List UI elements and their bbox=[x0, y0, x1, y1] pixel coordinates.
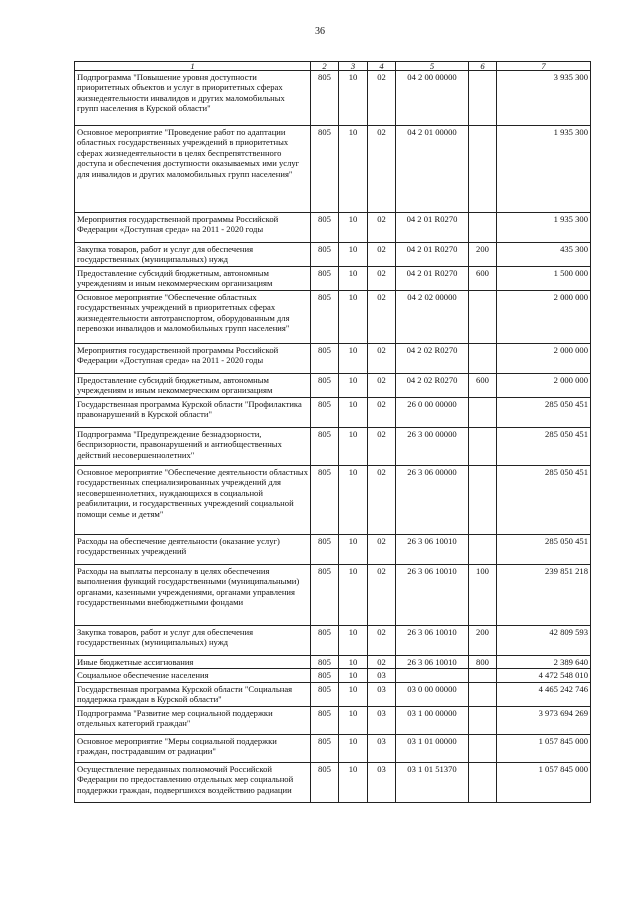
column-header-5: 5 bbox=[396, 62, 469, 71]
cell-name: Подпрограмма "Повышение уровня доступности приоритетных объектов и услуг в приоритетных сферах жизнедеятельности инвалидов и других маломобильных групп населения в Курской области" bbox=[75, 71, 311, 126]
cell-subsection: 03 bbox=[368, 734, 396, 762]
cell-amount: 285 050 451 bbox=[497, 397, 591, 427]
table-row bbox=[75, 71, 591, 126]
cell-ministry-code: 805 bbox=[311, 564, 339, 625]
cell-target-item: 26 3 06 00000 bbox=[396, 465, 469, 534]
cell-subsection: 03 bbox=[368, 669, 396, 682]
cell-amount: 285 050 451 bbox=[497, 465, 591, 534]
column-header-6: 6 bbox=[469, 62, 497, 71]
cell-section: 10 bbox=[339, 655, 368, 668]
cell-name: Государственная программа Курской области "Профилактика правонарушений в Курской области" bbox=[75, 397, 311, 427]
cell-name: Основное мероприятие "Обеспечение областных государственных учреждений в приоритетных сферах жизнедеятельности автотранспортом, оборудованным для перевозки инвалидов и маломобильных групп населения" bbox=[75, 290, 311, 343]
cell-section: 10 bbox=[339, 762, 368, 802]
table-row bbox=[75, 266, 591, 290]
column-header-4: 4 bbox=[368, 62, 396, 71]
table-row bbox=[75, 427, 591, 465]
cell-subsection: 02 bbox=[368, 290, 396, 343]
cell-ministry-code: 805 bbox=[311, 71, 339, 126]
cell-subsection: 02 bbox=[368, 655, 396, 668]
cell-target-item: 26 3 06 10010 bbox=[396, 625, 469, 655]
cell-amount: 2 000 000 bbox=[497, 373, 591, 397]
cell-target-item: 03 1 00 00000 bbox=[396, 706, 469, 734]
cell-ministry-code: 805 bbox=[311, 762, 339, 802]
table-row bbox=[75, 706, 591, 734]
cell-name: Предоставление субсидий бюджетным, автономным учреждениям и иным некоммерческим организациям bbox=[75, 266, 311, 290]
column-header-3: 3 bbox=[339, 62, 368, 71]
cell-amount: 285 050 451 bbox=[497, 534, 591, 564]
cell-target-item: 03 1 01 51370 bbox=[396, 762, 469, 802]
cell-expense-type bbox=[469, 465, 497, 534]
cell-section: 10 bbox=[339, 373, 368, 397]
cell-subsection: 02 bbox=[368, 266, 396, 290]
cell-target-item: 26 3 06 10010 bbox=[396, 534, 469, 564]
cell-amount: 3 935 300 bbox=[497, 71, 591, 126]
cell-expense-type bbox=[469, 706, 497, 734]
cell-target-item: 04 2 02 00000 bbox=[396, 290, 469, 343]
cell-name: Подпрограмма "Развитие мер социальной поддержки отдельных категорий граждан" bbox=[75, 706, 311, 734]
cell-section: 10 bbox=[339, 706, 368, 734]
cell-name: Закупка товаров, работ и услуг для обеспечения государственных (муниципальных) нужд bbox=[75, 243, 311, 267]
cell-amount: 1 057 845 000 bbox=[497, 762, 591, 802]
table-row bbox=[75, 762, 591, 802]
cell-target-item: 26 3 06 10010 bbox=[396, 564, 469, 625]
cell-subsection: 02 bbox=[368, 465, 396, 534]
table-row bbox=[75, 373, 591, 397]
table-row bbox=[75, 669, 591, 682]
cell-ministry-code: 805 bbox=[311, 373, 339, 397]
cell-amount: 2 000 000 bbox=[497, 290, 591, 343]
cell-subsection: 03 bbox=[368, 706, 396, 734]
cell-target-item: 04 2 01 R0270 bbox=[396, 243, 469, 267]
cell-subsection: 02 bbox=[368, 71, 396, 126]
cell-expense-type bbox=[469, 343, 497, 373]
cell-section: 10 bbox=[339, 126, 368, 213]
cell-ministry-code: 805 bbox=[311, 243, 339, 267]
cell-subsection: 02 bbox=[368, 534, 396, 564]
cell-amount: 2 000 000 bbox=[497, 343, 591, 373]
cell-section: 10 bbox=[339, 734, 368, 762]
column-header-1: 1 bbox=[75, 62, 311, 71]
cell-subsection: 02 bbox=[368, 126, 396, 213]
cell-section: 10 bbox=[339, 71, 368, 126]
cell-expense-type bbox=[469, 397, 497, 427]
cell-amount: 42 809 593 bbox=[497, 625, 591, 655]
table-row bbox=[75, 465, 591, 534]
cell-name: Подпрограмма "Предупреждение безнадзорности, беспризорности, правонарушений и антиобщественных действий несовершеннолетних" bbox=[75, 427, 311, 465]
cell-expense-type bbox=[469, 534, 497, 564]
cell-section: 10 bbox=[339, 243, 368, 267]
cell-target-item bbox=[396, 669, 469, 682]
cell-target-item: 03 1 01 00000 bbox=[396, 734, 469, 762]
cell-name: Осуществление переданных полномочий Российской Федерации по предоставлению отдельных мер социальной поддержки граждан, подвергшихся воздействию радиации bbox=[75, 762, 311, 802]
column-header-2: 2 bbox=[311, 62, 339, 71]
cell-amount: 285 050 451 bbox=[497, 427, 591, 465]
cell-amount: 4 465 242 746 bbox=[497, 682, 591, 706]
cell-section: 10 bbox=[339, 564, 368, 625]
cell-expense-type bbox=[469, 682, 497, 706]
cell-expense-type bbox=[469, 71, 497, 126]
table-header-row bbox=[75, 62, 591, 71]
cell-subsection: 03 bbox=[368, 762, 396, 802]
cell-target-item: 04 2 02 R0270 bbox=[396, 343, 469, 373]
cell-expense-type bbox=[469, 213, 497, 243]
cell-amount: 1 500 000 bbox=[497, 266, 591, 290]
cell-expense-type bbox=[469, 669, 497, 682]
cell-subsection: 03 bbox=[368, 682, 396, 706]
cell-section: 10 bbox=[339, 427, 368, 465]
table-body bbox=[75, 71, 591, 803]
cell-ministry-code: 805 bbox=[311, 126, 339, 213]
cell-subsection: 02 bbox=[368, 397, 396, 427]
table-row bbox=[75, 534, 591, 564]
cell-ministry-code: 805 bbox=[311, 465, 339, 534]
cell-target-item: 04 2 02 R0270 bbox=[396, 373, 469, 397]
cell-expense-type bbox=[469, 427, 497, 465]
cell-ministry-code: 805 bbox=[311, 734, 339, 762]
cell-name: Предоставление субсидий бюджетным, автономным учреждениям и иным некоммерческим организациям bbox=[75, 373, 311, 397]
cell-ministry-code: 805 bbox=[311, 655, 339, 668]
cell-target-item: 04 2 01 R0270 bbox=[396, 213, 469, 243]
cell-name: Мероприятия государственной программы Российской Федерации «Доступная среда» на 2011 - 2020 годы bbox=[75, 213, 311, 243]
cell-subsection: 02 bbox=[368, 564, 396, 625]
cell-expense-type bbox=[469, 762, 497, 802]
cell-target-item: 26 0 00 00000 bbox=[396, 397, 469, 427]
page-number: 36 bbox=[315, 26, 325, 37]
cell-name: Расходы на выплаты персоналу в целях обеспечения выполнения функций государственными (муниципальными) органами, казенными учреждениями, органами управления государственными внебюджетными фондами bbox=[75, 564, 311, 625]
cell-amount: 2 389 640 bbox=[497, 655, 591, 668]
cell-section: 10 bbox=[339, 266, 368, 290]
table-row bbox=[75, 243, 591, 267]
cell-target-item: 04 2 00 00000 bbox=[396, 71, 469, 126]
cell-expense-type: 100 bbox=[469, 564, 497, 625]
cell-section: 10 bbox=[339, 534, 368, 564]
table-row bbox=[75, 213, 591, 243]
cell-section: 10 bbox=[339, 397, 368, 427]
cell-target-item: 03 0 00 00000 bbox=[396, 682, 469, 706]
cell-expense-type bbox=[469, 126, 497, 213]
cell-name: Основное мероприятие "Проведение работ по адаптации областных государственных учреждений в приоритетных сферах жизнедеятельности в целях беспрепятственного доступа и обеспечения доступности оказываемых ими услуг для инвалидов и других маломобильных групп населения" bbox=[75, 126, 311, 213]
cell-amount: 1 057 845 000 bbox=[497, 734, 591, 762]
table-row bbox=[75, 126, 591, 213]
cell-section: 10 bbox=[339, 465, 368, 534]
cell-name: Основное мероприятие "Обеспечение деятельности областных государственных специализированных учреждений для несовершеннолетних, нуждающихся в социальной реабилитации, и государственных учреждений социальной помощи семье и детям" bbox=[75, 465, 311, 534]
cell-ministry-code: 805 bbox=[311, 213, 339, 243]
table-row bbox=[75, 397, 591, 427]
cell-expense-type: 200 bbox=[469, 625, 497, 655]
cell-ministry-code: 805 bbox=[311, 343, 339, 373]
cell-expense-type: 600 bbox=[469, 266, 497, 290]
cell-name: Расходы на обеспечение деятельности (оказание услуг) государственных учреждений bbox=[75, 534, 311, 564]
budget-table bbox=[74, 61, 591, 803]
cell-section: 10 bbox=[339, 625, 368, 655]
cell-expense-type: 200 bbox=[469, 243, 497, 267]
cell-subsection: 02 bbox=[368, 373, 396, 397]
cell-ministry-code: 805 bbox=[311, 427, 339, 465]
cell-ministry-code: 805 bbox=[311, 290, 339, 343]
cell-section: 10 bbox=[339, 213, 368, 243]
cell-ministry-code: 805 bbox=[311, 682, 339, 706]
cell-target-item: 26 3 06 10010 bbox=[396, 655, 469, 668]
cell-subsection: 02 bbox=[368, 213, 396, 243]
cell-amount: 1 935 300 bbox=[497, 213, 591, 243]
table-row bbox=[75, 734, 591, 762]
cell-name: Мероприятия государственной программы Российской Федерации «Доступная среда» на 2011 - 2020 годы bbox=[75, 343, 311, 373]
cell-section: 10 bbox=[339, 343, 368, 373]
cell-amount: 1 935 300 bbox=[497, 126, 591, 213]
cell-ministry-code: 805 bbox=[311, 397, 339, 427]
cell-target-item: 26 3 00 00000 bbox=[396, 427, 469, 465]
cell-amount: 3 973 694 269 bbox=[497, 706, 591, 734]
cell-amount: 239 851 218 bbox=[497, 564, 591, 625]
cell-name: Социальное обеспечение населения bbox=[75, 669, 311, 682]
table-row bbox=[75, 343, 591, 373]
cell-expense-type bbox=[469, 734, 497, 762]
cell-subsection: 02 bbox=[368, 243, 396, 267]
cell-expense-type bbox=[469, 290, 497, 343]
cell-target-item: 04 2 01 R0270 bbox=[396, 266, 469, 290]
table-row bbox=[75, 682, 591, 706]
cell-amount: 435 300 bbox=[497, 243, 591, 267]
cell-ministry-code: 805 bbox=[311, 669, 339, 682]
table-row bbox=[75, 564, 591, 625]
table-row bbox=[75, 625, 591, 655]
cell-name: Закупка товаров, работ и услуг для обеспечения государственных (муниципальных) нужд bbox=[75, 625, 311, 655]
cell-ministry-code: 805 bbox=[311, 534, 339, 564]
cell-section: 10 bbox=[339, 669, 368, 682]
cell-section: 10 bbox=[339, 290, 368, 343]
cell-subsection: 02 bbox=[368, 343, 396, 373]
table-row bbox=[75, 655, 591, 668]
cell-expense-type: 800 bbox=[469, 655, 497, 668]
cell-target-item: 04 2 01 00000 bbox=[396, 126, 469, 213]
cell-section: 10 bbox=[339, 682, 368, 706]
column-header-7: 7 bbox=[497, 62, 591, 71]
cell-name: Государственная программа Курской области "Социальная поддержка граждан в Курской области" bbox=[75, 682, 311, 706]
table-row bbox=[75, 290, 591, 343]
cell-ministry-code: 805 bbox=[311, 266, 339, 290]
cell-ministry-code: 805 bbox=[311, 625, 339, 655]
cell-subsection: 02 bbox=[368, 625, 396, 655]
cell-expense-type: 600 bbox=[469, 373, 497, 397]
cell-name: Иные бюджетные ассигнования bbox=[75, 655, 311, 668]
cell-subsection: 02 bbox=[368, 427, 396, 465]
cell-name: Основное мероприятие "Меры социальной поддержки граждан, пострадавшим от радиации" bbox=[75, 734, 311, 762]
cell-ministry-code: 805 bbox=[311, 706, 339, 734]
cell-amount: 4 472 548 010 bbox=[497, 669, 591, 682]
